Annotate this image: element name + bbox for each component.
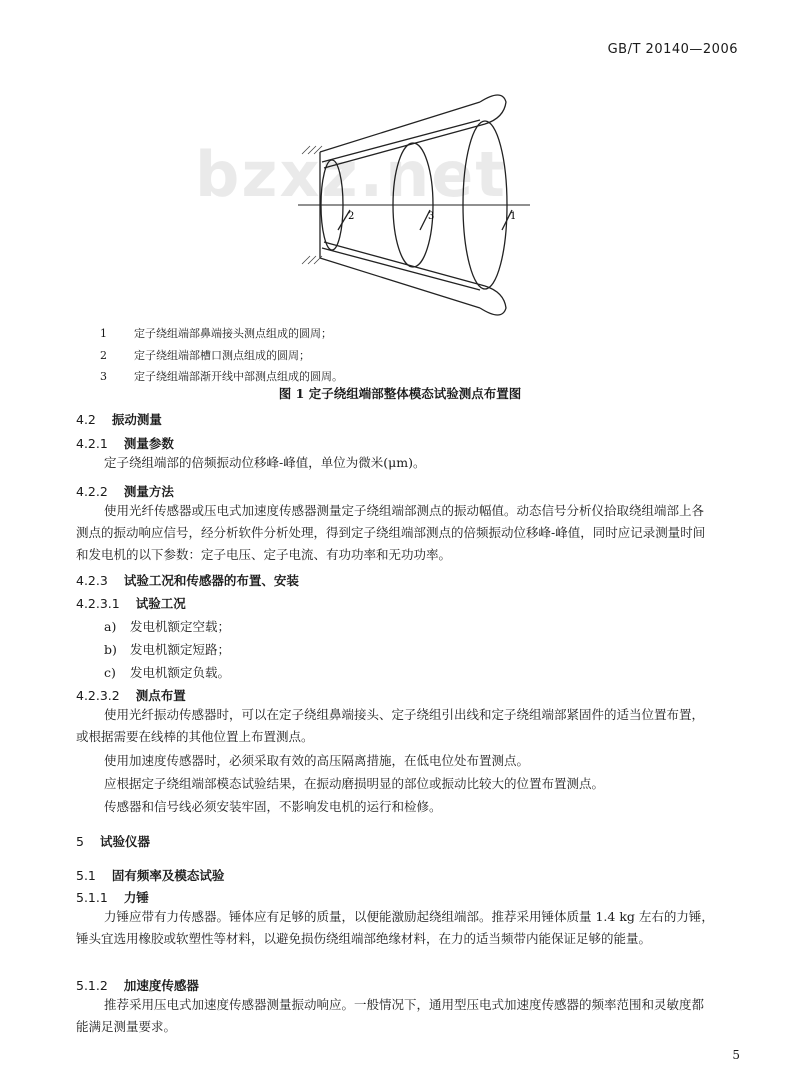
legend-item <box>100 347 310 363</box>
heading-title: 试验工况和传感器的布置、安装 <box>123 573 299 588</box>
list-item <box>104 617 230 635</box>
legend-text: 定子绕组端部鼻端接头测点组成的圆周； <box>134 327 332 340</box>
legend-num: 3 <box>100 370 107 383</box>
heading-num: 5.1.1 <box>76 890 108 905</box>
figure-label-2: 2 <box>348 211 355 222</box>
heading-5 <box>76 832 150 850</box>
paragraph-4-2-2: 使用光纤传感器或压电式加速度传感器测量定子绕组端部测点的振动幅值。动态信号分析仪拾取绕组端部上各测点的振动响应信号，经分析软件分析处理，得到定子绕组端部测点的倍频振动位移峰-峰值，同时应记录测量时间和发电机的以下参数：定子电压、定子电流、有功功率和无功功率。 <box>76 503 706 562</box>
paragraph-4-2-3-2c: 应根据定子绕组端部模态试验结果，在振动磨损明显的部位或振动比较大的位置布置测点。 <box>104 776 605 791</box>
paragraph-5-1-1: 力锤应带有力传感器。锤体应有足够的质量，以便能激励起绕组端部。推荐采用锤体质量 1.4 kg 左右的力锤，锤头宜选用橡胶或软塑性等材料，以避免损伤绕组端部绝缘材料，在力的适当频带内能保证足够的能量。 <box>76 909 714 946</box>
legend-num: 1 <box>100 327 107 340</box>
heading-num: 4.2.3.1 <box>76 596 120 611</box>
figure-label-1: 1 <box>510 211 517 222</box>
figure-label-3: 3 <box>428 211 435 222</box>
legend-item <box>100 368 343 384</box>
heading-title: 试验工况 <box>135 596 186 611</box>
heading-5-1-1 <box>76 888 149 906</box>
watermark: bzxz.net <box>195 138 507 211</box>
list-marker: c) <box>104 665 116 680</box>
legend-item <box>100 325 332 341</box>
legend-text: 定子绕组端部渐开线中部测点组成的圆周。 <box>134 370 343 383</box>
paragraph-5-1-2: 推荐采用压电式加速度传感器测量振动响应。一般情况下，通用型压电式加速度传感器的频率范围和灵敏度都能满足测量要求。 <box>76 997 705 1034</box>
heading-5-1-2 <box>76 976 199 994</box>
legend-text: 定子绕组端部槽口测点组成的圆周； <box>134 349 310 362</box>
heading-title: 加速度传感器 <box>123 978 199 993</box>
heading-num: 5 <box>76 834 84 849</box>
standard-code: GB/T 20140—2006 <box>607 42 738 57</box>
heading-num: 5.1.2 <box>76 978 108 993</box>
figure-caption: 图 1 定子绕组端部整体模态试验测点布置图 <box>278 386 522 401</box>
paragraph-4-2-1: 定子绕组端部的倍频振动位移峰-峰值，单位为微米(μm)。 <box>104 455 426 470</box>
heading-title: 测点布置 <box>135 688 186 703</box>
list-item <box>104 663 230 681</box>
heading-num: 4.2 <box>76 412 96 427</box>
heading-4-2-3-1 <box>76 594 186 612</box>
heading-4-2 <box>76 410 162 428</box>
list-item <box>104 640 230 658</box>
heading-5-1 <box>76 866 224 884</box>
heading-title: 固有频率及模态试验 <box>111 868 225 883</box>
list-marker: a) <box>104 619 117 634</box>
heading-title: 测量方法 <box>123 484 174 499</box>
page-number: 5 <box>732 1048 740 1062</box>
heading-title: 力锤 <box>123 890 149 905</box>
heading-4-2-1 <box>76 434 174 452</box>
list-marker: b) <box>104 642 117 657</box>
heading-num: 5.1 <box>76 868 96 883</box>
paragraph-4-2-3-2a: 使用光纤振动传感器时，可以在定子绕组鼻端接头、定子绕组引出线和定子绕组端部紧固件的适当位置布置，或根据需要在线棒的其他位置上布置测点。 <box>76 707 705 744</box>
heading-title: 振动测量 <box>111 412 162 427</box>
paragraph-4-2-3-2d: 传感器和信号线必须安装牢固，不影响发电机的运行和检修。 <box>104 799 442 814</box>
paragraph-4-2-3-2b: 使用加速度传感器时，必须采取有效的高压隔离措施，在低电位处布置测点。 <box>104 753 530 768</box>
heading-title: 测量参数 <box>123 436 174 451</box>
heading-4-2-2 <box>76 482 174 500</box>
heading-num: 4.2.2 <box>76 484 108 499</box>
heading-num: 4.2.3.2 <box>76 688 120 703</box>
legend-num: 2 <box>100 349 107 362</box>
list-text: 发电机额定短路； <box>130 642 231 657</box>
heading-num: 4.2.1 <box>76 436 108 451</box>
heading-4-2-3-2 <box>76 686 186 704</box>
list-text: 发电机额定空载； <box>130 619 231 634</box>
heading-title: 试验仪器 <box>99 834 150 849</box>
heading-4-2-3 <box>76 571 299 589</box>
list-text: 发电机额定负载。 <box>130 665 231 680</box>
heading-num: 4.2.3 <box>76 573 108 588</box>
